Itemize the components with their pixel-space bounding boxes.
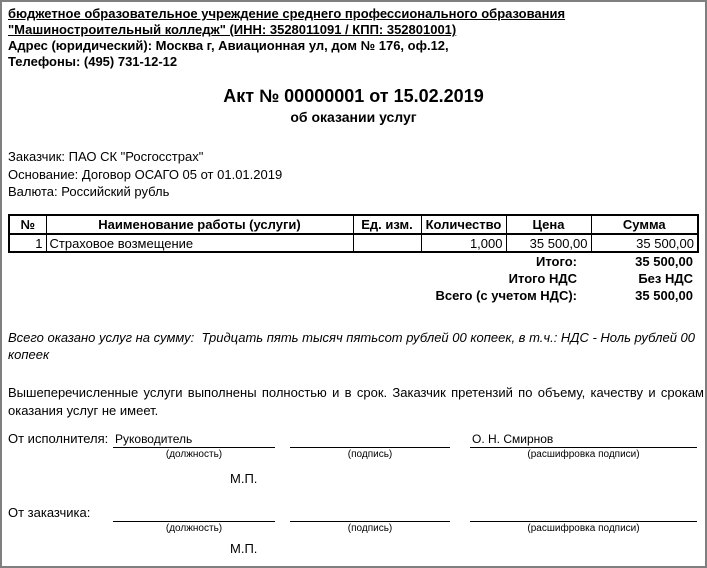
table-row bbox=[9, 234, 698, 252]
org-address: Адрес (юридический): Москва г, Авиационная ул, дом № 176, оф.12, bbox=[8, 38, 449, 53]
signature-caption: (подпись) bbox=[347, 449, 393, 460]
row-unit-cell bbox=[353, 234, 421, 252]
row-quantity-cell: 1,000 bbox=[421, 234, 506, 252]
customer-name-value bbox=[470, 505, 697, 522]
total-vat-row bbox=[8, 270, 693, 287]
row-name-cell: Страховое возмещение bbox=[46, 234, 353, 252]
table-header-row bbox=[9, 215, 698, 234]
org-name-line1: бюджетное образовательное учреждение среднего профессионального образования bbox=[8, 6, 566, 21]
total-row bbox=[8, 253, 693, 270]
customer-signature-label: От заказчика: bbox=[8, 505, 91, 520]
name-caption: (расшифровка подписи) bbox=[527, 523, 640, 534]
executor-name-field bbox=[470, 431, 697, 460]
document-subtitle: об оказании услуг bbox=[290, 109, 417, 125]
executor-position-field bbox=[113, 431, 275, 460]
document-details bbox=[8, 148, 282, 201]
column-header-number: № bbox=[9, 215, 46, 234]
grand-total-row bbox=[8, 287, 693, 304]
currency-row bbox=[8, 183, 282, 201]
currency-label: Валюта: bbox=[8, 184, 58, 199]
executor-position-value: Руководитель bbox=[113, 431, 275, 448]
customer-position-field bbox=[113, 505, 275, 534]
org-phones: Телефоны: (495) 731-12-12 bbox=[8, 54, 178, 69]
column-header-name: Наименование работы (услуги) bbox=[46, 215, 353, 234]
row-sum-cell: 35 500,00 bbox=[591, 234, 698, 252]
grand-total-value: 35 500,00 bbox=[635, 288, 693, 304]
column-header-sum: Сумма bbox=[591, 215, 698, 234]
executor-signature-value bbox=[290, 431, 450, 448]
customer-name-field bbox=[470, 505, 697, 534]
amount-in-words: Всего оказано услуг на сумму: Тридцать пять тысяч пятьсот рублей 00 копеек, в т.ч.: НДС - Ноль рублей 00 копеек bbox=[8, 330, 699, 362]
executor-label: От исполнителя: bbox=[8, 431, 109, 446]
basis-row bbox=[8, 166, 282, 184]
row-price-cell: 35 500,00 bbox=[506, 234, 591, 252]
document-title: Акт № 00000001 от 15.02.2019 bbox=[223, 86, 484, 106]
customer-label: Заказчик: bbox=[8, 149, 66, 164]
column-header-unit: Ед. изм. bbox=[353, 215, 421, 234]
row-number-cell: 1 bbox=[9, 234, 46, 252]
customer-signature-field bbox=[290, 505, 450, 534]
column-header-quantity: Количество bbox=[421, 215, 506, 234]
column-header-price: Цена bbox=[506, 215, 591, 234]
basis-label: Основание: bbox=[8, 166, 79, 182]
position-caption: (должность) bbox=[165, 523, 223, 534]
total-vat-value: Без НДС bbox=[638, 271, 693, 287]
customer-row bbox=[8, 148, 282, 166]
executor-stamp-mark: М.П. bbox=[230, 471, 258, 486]
org-header bbox=[8, 6, 565, 70]
customer-stamp-mark: М.П. bbox=[230, 541, 258, 556]
basis-value: Договор ОСАГО 05 от 01.01.2019 bbox=[81, 166, 283, 182]
items-table bbox=[8, 214, 699, 253]
executor-name-value: О. Н. Смирнов bbox=[470, 431, 697, 448]
total-vat-label: Итого НДС bbox=[508, 271, 577, 287]
customer-signature-value bbox=[290, 505, 450, 522]
org-name-line2: "Машиностроительный колледж" (ИНН: 3528011091 / КПП: 352801001) bbox=[8, 22, 457, 37]
name-caption: (расшифровка подписи) bbox=[527, 449, 640, 460]
position-caption: (должность) bbox=[165, 449, 223, 460]
disclaimer-text: Вышеперечисленные услуги выполнены полностью и в срок. Заказчик претензий по объему, качеству и срокам оказания услуг не имеет. bbox=[8, 385, 704, 418]
customer-value: ПАО СК "Росгосстрах" bbox=[68, 149, 204, 164]
signature-caption: (подпись) bbox=[347, 523, 393, 534]
totals-block bbox=[8, 253, 693, 305]
executor-signature-field bbox=[290, 431, 450, 460]
currency-value: Российский рубль bbox=[61, 184, 170, 199]
total-label: Итого: bbox=[536, 254, 577, 269]
grand-total-label: Всего (с учетом НДС): bbox=[435, 288, 577, 304]
customer-position-value bbox=[113, 505, 275, 522]
total-value: 35 500,00 bbox=[635, 254, 693, 269]
